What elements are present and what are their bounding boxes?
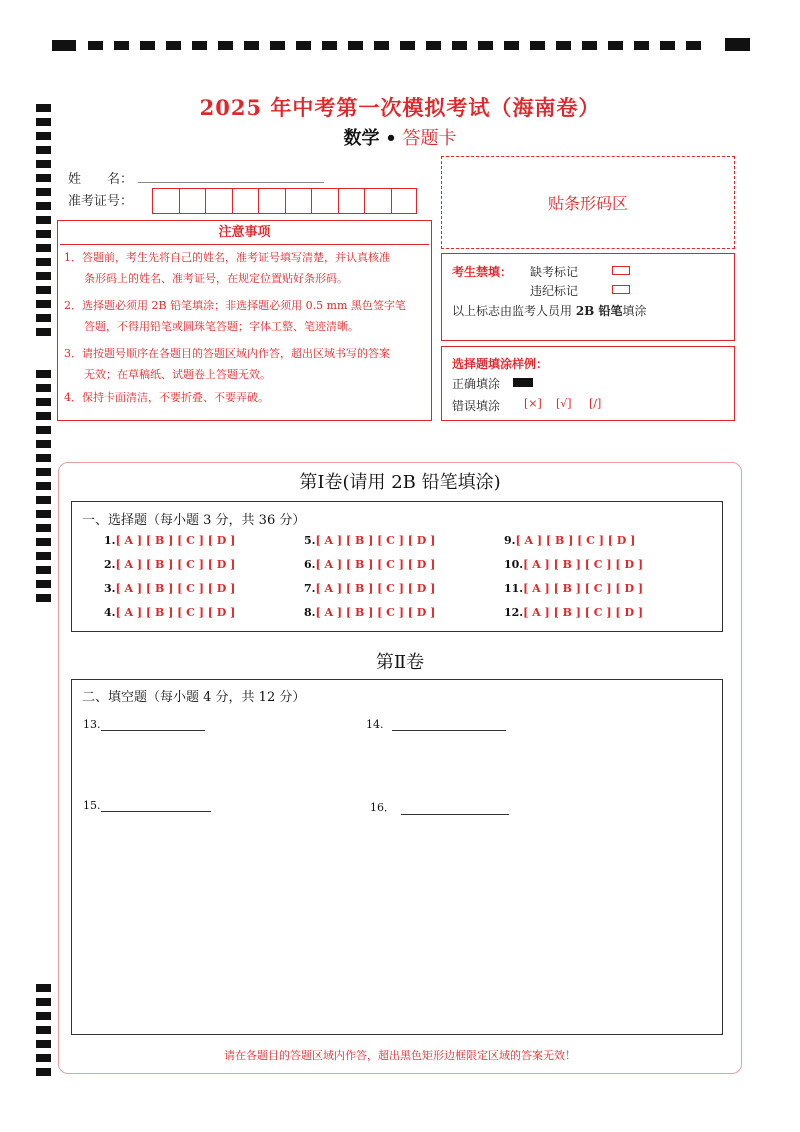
timing-mark: [88, 41, 103, 50]
timing-mark: [36, 998, 51, 1006]
barcode-label: 贴条形码区: [547, 194, 628, 213]
exam-title: 2025 年中考第一次模拟考试（海南卷）: [199, 95, 601, 120]
question-number: 10.: [504, 558, 524, 571]
timing-mark: [36, 314, 51, 322]
question-number: 8.: [304, 606, 316, 619]
timing-mark: [36, 370, 51, 378]
question-number: 11.: [504, 582, 524, 595]
timing-mark: [426, 41, 441, 50]
notice-item: [64, 295, 426, 337]
timing-mark: [504, 41, 519, 50]
timing-mark: [36, 202, 51, 210]
answer-line: [101, 730, 205, 731]
answer-line: [392, 730, 506, 731]
id-digit-box[interactable]: [285, 188, 312, 214]
name-field[interactable]: [138, 182, 324, 183]
timing-mark: [270, 41, 285, 50]
fill-blank-16[interactable]: [370, 799, 509, 815]
timing-mark: [36, 384, 51, 392]
violation-mark-label: 违纪标记: [530, 284, 579, 298]
choice-question[interactable]: [504, 582, 643, 595]
subtitle-separator: •: [385, 128, 397, 149]
name-label: 姓 名：: [68, 172, 134, 187]
choice-question[interactable]: [104, 582, 235, 595]
wrong-mark-slash: [/]: [589, 397, 602, 410]
timing-mark: [36, 454, 51, 462]
notice-line: 1．答题前，考生先将自己的姓名，准考证号填写清楚，并认真核准: [64, 251, 390, 264]
timing-mark: [36, 160, 51, 168]
timing-mark: [36, 412, 51, 420]
choice-question[interactable]: [504, 534, 635, 547]
answer-options: [ A ] [ B ] [ C ] [ D ]: [115, 534, 236, 547]
timing-mark: [36, 300, 51, 308]
choice-question[interactable]: [104, 558, 235, 571]
timing-mark: [192, 41, 207, 50]
timing-mark: [36, 580, 51, 588]
answer-options: [ A ] [ B ] [ C ] [ D ]: [115, 582, 236, 595]
choice-question[interactable]: [104, 606, 235, 619]
id-digit-box[interactable]: [232, 188, 259, 214]
choice-question[interactable]: [504, 558, 643, 571]
wrong-mark-cross: [×]: [524, 397, 542, 410]
timing-mark: [36, 538, 51, 546]
notice-line: 条形码上的姓名、准考证号，在规定位置贴好条形码。: [84, 272, 348, 285]
id-digit-box[interactable]: [205, 188, 232, 214]
blank-number: 15.: [83, 799, 101, 812]
question-number: 1.: [104, 534, 116, 547]
timing-mark: [530, 41, 545, 50]
timing-mark: [660, 41, 675, 50]
notice-item: [64, 247, 426, 289]
question-number: 2.: [104, 558, 116, 571]
timing-mark: [634, 41, 649, 50]
fill-sample-label: 选择题填涂样例：: [452, 357, 549, 371]
question-number: 12.: [504, 606, 524, 619]
question-number: 9.: [504, 534, 516, 547]
timing-mark: [140, 41, 155, 50]
exam-subtitle: [0, 124, 800, 150]
answer-options: [ A ] [ B ] [ C ] [ D ]: [315, 558, 436, 571]
blank-number: 13.: [83, 718, 101, 731]
timing-mark: [478, 41, 493, 50]
fill-blank-section-heading: 二、填空题（每小题 4 分，共 12 分）: [82, 690, 306, 705]
id-digit-box[interactable]: [311, 188, 338, 214]
id-label: 准考证号：: [68, 194, 134, 209]
absent-mark-label: 缺考标记: [530, 265, 579, 279]
timing-mark: [36, 594, 51, 602]
barcode-area: [441, 156, 735, 249]
timing-mark: [296, 41, 311, 50]
id-digit-box[interactable]: [391, 188, 418, 214]
question-number: 6.: [304, 558, 316, 571]
timing-mark: [725, 38, 750, 51]
timing-mark: [36, 230, 51, 238]
answer-options: [ A ] [ B ] [ C ] [ D ]: [315, 582, 436, 595]
timing-mark: [36, 1068, 51, 1076]
timing-mark: [166, 41, 181, 50]
timing-mark: [348, 41, 363, 50]
answer-options: [ A ] [ B ] [ C ] [ D ]: [523, 582, 644, 595]
timing-mark: [36, 1012, 51, 1020]
timing-mark: [556, 41, 571, 50]
timing-mark: [36, 524, 51, 532]
choice-question[interactable]: [304, 534, 435, 547]
absent-mark-box[interactable]: [612, 266, 630, 275]
violation-mark-box[interactable]: [612, 285, 630, 294]
timing-mark: [608, 41, 623, 50]
timing-mark: [36, 426, 51, 434]
id-digit-box[interactable]: [152, 188, 179, 214]
fill-blank-13[interactable]: [83, 718, 205, 731]
timing-mark: [36, 440, 51, 448]
timing-mark: [52, 40, 76, 51]
correct-fill-label: 正确填涂: [452, 377, 501, 391]
answer-options: [ A ] [ B ] [ C ] [ D ]: [315, 534, 436, 547]
answer-line: [401, 814, 509, 815]
timing-mark: [36, 188, 51, 196]
notice-item: [64, 343, 426, 385]
fill-blank-14[interactable]: [366, 718, 506, 731]
notice-box: [57, 220, 432, 421]
blank-number: 16．: [370, 801, 395, 814]
subject-label: 数学: [343, 128, 380, 149]
choice-question[interactable]: [304, 582, 435, 595]
timing-mark: [114, 41, 129, 50]
notice-line: 2．选择题必须用 2B 铅笔填涂；非选择题必须用 0.5 mm 黑色签字笔: [64, 299, 406, 312]
notice-line: 无效；在草稿纸、试题卷上答题无效。: [84, 368, 271, 381]
answer-options: [ A ] [ B ] [ C ] [ D ]: [315, 606, 436, 619]
prohibit-note: [452, 302, 647, 319]
choice-question[interactable]: [304, 606, 435, 619]
correct-fill-sample-icon: [513, 378, 533, 387]
timing-mark: [244, 41, 259, 50]
timing-mark: [218, 41, 233, 50]
id-digit-box[interactable]: [179, 188, 206, 214]
examinee-prohibit-box: [441, 253, 735, 341]
prohibit-note-text: 填涂: [622, 304, 647, 318]
blank-number: 14.: [366, 718, 384, 731]
part2-title: 第Ⅱ卷: [375, 652, 425, 673]
fill-blank-15[interactable]: [83, 799, 211, 812]
question-number: 3.: [104, 582, 116, 595]
choice-question[interactable]: [104, 534, 235, 547]
notice-line: 3．请按题号顺序在各题目的答题区域内作答，超出区域书写的答案: [64, 347, 390, 360]
timing-mark: [36, 216, 51, 224]
timing-mark: [36, 174, 51, 182]
prohibit-note-text: 以上标志由监考人员用: [452, 304, 576, 318]
answer-options: [ A ] [ B ] [ C ] [ D ]: [523, 558, 644, 571]
question-number: 4.: [104, 606, 116, 619]
answer-options: [ A ] [ B ] [ C ] [ D ]: [115, 606, 236, 619]
answer-line: [101, 811, 211, 812]
timing-mark: [36, 984, 51, 992]
fill-blank-section-box: [71, 679, 723, 1035]
question-number: 7.: [304, 582, 316, 595]
question-number: 5.: [304, 534, 316, 547]
wrong-fill-label: 错误填涂: [452, 399, 501, 413]
timing-mark: [36, 496, 51, 504]
answer-options: [ A ] [ B ] [ C ] [ D ]: [523, 606, 644, 619]
fill-sample-box: [441, 346, 735, 421]
timing-mark: [322, 41, 337, 50]
id-number-boxes: [152, 188, 417, 214]
prohibit-note-bold: 2B 铅笔: [575, 304, 623, 318]
timing-mark: [36, 398, 51, 406]
timing-mark: [374, 41, 389, 50]
notice-item: [64, 387, 426, 408]
timing-mark: [400, 41, 415, 50]
timing-mark: [36, 566, 51, 574]
timing-mark: [686, 41, 701, 50]
footer-warning: 请在各题目的答题区域内作答，超出黑色矩形边框限定区域的答案无效！: [224, 1049, 576, 1062]
wrong-mark-check: [√]: [556, 397, 572, 410]
prohibit-label: 考生禁填：: [452, 265, 513, 279]
timing-mark: [36, 244, 51, 252]
timing-mark: [452, 41, 467, 50]
id-digit-box[interactable]: [338, 188, 365, 214]
notice-line: 4．保持卡面清洁，不要折叠、不要弄破。: [64, 391, 269, 404]
answer-options: [ A ] [ B ] [ C ] [ D ]: [115, 558, 236, 571]
timing-mark: [36, 510, 51, 518]
timing-mark: [582, 41, 597, 50]
part1-title: 第Ⅰ卷(请用 2B 铅笔填涂): [299, 472, 501, 493]
timing-mark: [36, 258, 51, 266]
id-digit-box[interactable]: [258, 188, 285, 214]
id-digit-box[interactable]: [364, 188, 391, 214]
choice-question[interactable]: [504, 606, 643, 619]
choice-question[interactable]: [304, 558, 435, 571]
notice-heading: 注意事项: [60, 221, 429, 245]
answer-card-label: 答题卡: [402, 128, 457, 149]
notice-line: 答题，不得用铅笔或圆珠笔答题；字体工整、笔迹清晰。: [84, 320, 359, 333]
timing-mark: [36, 272, 51, 280]
timing-mark: [36, 328, 51, 336]
timing-mark: [36, 1026, 51, 1034]
timing-mark: [36, 552, 51, 560]
timing-mark: [36, 286, 51, 294]
answer-options: [ A ] [ B ] [ C ] [ D ]: [515, 534, 636, 547]
choice-section-heading: 一、选择题（每小题 3 分，共 36 分）: [82, 513, 306, 528]
